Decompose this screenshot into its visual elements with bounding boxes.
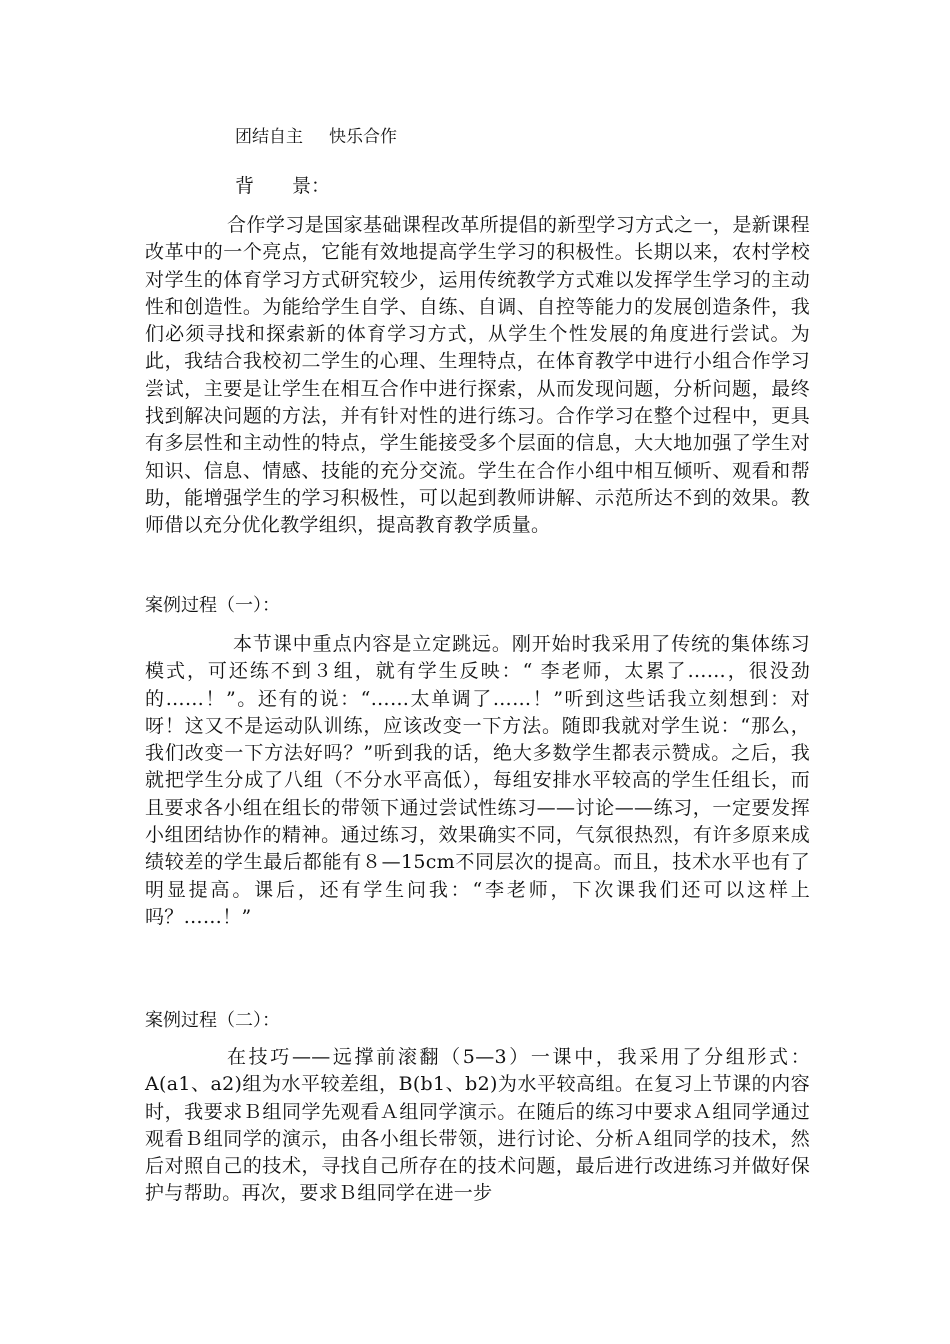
case-2-paragraph: 在技巧——远撑前滚翻（5—3）一课中，我采用了分组形式：A(a1、a2)组为水平较差组，B(b1、b2)为水平较高组。在复习上节课的内容时，我要求Ｂ组同学先观看Ａ组同学演示。在随后的练习中要求Ａ组同学通过观看Ｂ组同学的演示，由各小组长带领，进行讨论、分析Ａ组同学的技术，然后对照自己的技术，寻找自己所存在的技术问题，最后进行改进练习并做好保护与帮助。再次，要求Ｂ组同学在进一步 bbox=[145, 1046, 810, 1205]
title-part-1: 团结自主 bbox=[235, 127, 303, 147]
document-title bbox=[235, 124, 397, 150]
case-2-heading: 案例过程（二）： bbox=[145, 1010, 280, 1031]
background-heading: 背 景： bbox=[235, 175, 331, 197]
background-paragraph: 合作学习是国家基础课程改革所提倡的新型学习方式之一，是新课程改革中的一个亮点，它能有效地提高学生学习的积极性。长期以来，农村学校对学生的体育学习方式研究较少，运用传统教学方式难以发挥学生学习的主动性和创造性。为能给学生自学、自练、自调、自控等能力的发展创造条件，我们必须寻找和探索新的体育学习方式，从学生个性发展的角度进行尝试。为此，我结合我校初二学生的心理、生理特点，在体育教学中进行小组合作学习尝试，主要是让学生在相互合作中进行探索，从而发现问题，分析问题，最终找到解决问题的方法，并有针对性的进行练习。合作学习在整个过程中，更具有多层性和主动性的特点，学生能接受多个层面的信息，大大地加强了学生对知识、信息、情感、技能的充分交流。学生在合作小组中相互倾听、观看和帮助，能增强学生的学习积极性，可以起到教师讲解、示范所达不到的效果。教师借以充分优化教学组织，提高教育教学质量。 bbox=[145, 214, 810, 537]
case-1-heading: 案例过程（一）： bbox=[145, 595, 280, 616]
case-1-paragraph: 本节课中重点内容是立定跳远。刚开始时我采用了传统的集体练习模式，可还练不到３组，就有学生反映：“ 李老师，太累了……，很没劲的……！”。还有的说：“……太单调了……！”听到这些话我立刻想到：对呀！这又不是运动队训练，应该改变一下方法。随即我就对学生说：“那么，我们改变一下方法好吗？”听到我的话，绝大多数学生都表示赞成。之后，我就把学生分成了八组（不分水平高低），每组安排水平较高的学生任组长，而且要求各小组在组长的带领下通过尝试性练习——讨论——练习，一定要发挥小组团结协作的精神。通过练习，效果确实不同，气氛很热烈，有许多原来成绩较差的学生最后都能有８—15cm不同层次的提高。而且，技术水平也有了明显提高。课后，还有学生问我：“李老师，下次课我们还可以这样上吗？……！” bbox=[145, 633, 810, 928]
title-part-2: 快乐合作 bbox=[329, 127, 397, 147]
